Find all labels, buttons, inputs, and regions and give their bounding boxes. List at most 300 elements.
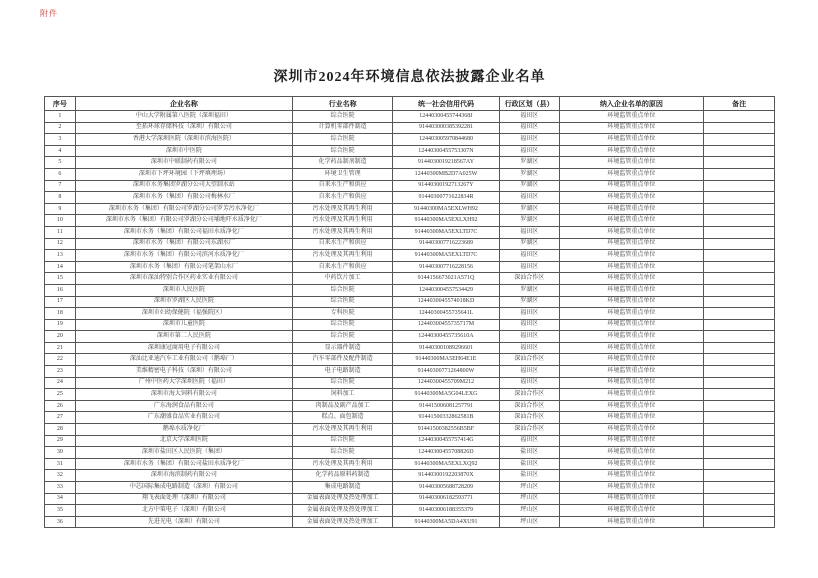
cell-district: 深汕合作区 (499, 389, 559, 401)
cell-district: 深汕合作区 (499, 412, 559, 424)
cell-industry: 综合医院 (293, 134, 393, 146)
cell-reason: 环境监管重点单位 (559, 447, 704, 459)
cell-industry: 自来水生产和供应 (293, 261, 393, 273)
cell-reason: 环境监管重点单位 (559, 435, 704, 447)
cell-company-name: 北方中策电子（深圳）有限公司 (75, 505, 293, 517)
cell-reason: 环境监管重点单位 (559, 412, 704, 424)
cell-remark (704, 284, 775, 296)
cell-code: 91440300MA5G04LEXG (393, 389, 500, 401)
table-row (45, 505, 775, 517)
cell-company-name: 深圳市水务集团罗湖分公司大望制水站 (75, 180, 293, 192)
table-row (45, 238, 775, 250)
table-row (45, 192, 775, 204)
cell-district: 福田区 (499, 192, 559, 204)
cell-remark (704, 215, 775, 227)
cell-remark (704, 400, 775, 412)
cell-code: 91440300771622834R (393, 192, 500, 204)
cell-reason: 环境监管重点单位 (559, 180, 704, 192)
column-header-col-company: 企业名称 (75, 97, 293, 111)
cell-no: 32 (45, 470, 76, 482)
cell-company-name: 深圳市第二人民医院 (75, 331, 293, 343)
cell-district: 福田区 (499, 111, 559, 123)
cell-code: 12440300455708826D (393, 447, 500, 459)
cell-district: 罗湖区 (499, 168, 559, 180)
cell-industry: 计算机零部件制造 (293, 122, 393, 134)
cell-district: 福田区 (499, 134, 559, 146)
cell-reason: 环境监管重点单位 (559, 168, 704, 180)
cell-remark (704, 493, 775, 505)
cell-district: 坪山区 (499, 482, 559, 494)
cell-company-name: 深圳市罗湖区人民医院 (75, 296, 293, 308)
cell-remark (704, 180, 775, 192)
cell-company-name: 深圳市深汕特别合作区药业实业有限公司 (75, 273, 293, 285)
cell-reason: 环境监管重点单位 (559, 505, 704, 517)
cell-code: 9144030019218567AY (393, 157, 500, 169)
cell-district: 福田区 (499, 226, 559, 238)
cell-code: 124403004557534429 (393, 284, 500, 296)
cell-industry: 电子电路制造 (293, 366, 393, 378)
cell-industry: 污水处理及其再生利用 (293, 424, 393, 436)
cell-company-name: 深圳市水务（集团）有限公司罗湖分公司罗芳污水净化厂 (75, 203, 293, 215)
cell-remark (704, 238, 775, 250)
cell-no: 29 (45, 435, 76, 447)
cell-company-name: 深圳市中医院 (75, 145, 293, 157)
cell-industry: 中药饮片加工 (293, 273, 393, 285)
cell-district: 福田区 (499, 261, 559, 273)
cell-no: 20 (45, 331, 76, 343)
table-row (45, 493, 775, 505)
cell-code: 914403000385392281 (393, 122, 500, 134)
cell-code: 1244030045574018KD (393, 296, 500, 308)
cell-industry: 专科医院 (293, 308, 393, 320)
table-row (45, 389, 775, 401)
cell-district: 盐田区 (499, 458, 559, 470)
cell-reason: 环境监管重点单位 (559, 192, 704, 204)
cell-district: 罗湖区 (499, 296, 559, 308)
cell-reason: 环境监管重点单位 (559, 250, 704, 262)
cell-reason: 环境监管重点单位 (559, 319, 704, 331)
cell-company-name: 深圳市盐田区人民医院（集团） (75, 447, 293, 459)
company-table (44, 96, 775, 528)
cell-company-name: 先进光电（深圳）有限公司 (75, 516, 293, 528)
cell-code: 914403005688728209 (393, 482, 500, 494)
cell-company-name: 中山大学附属第八医院（深圳福田） (75, 111, 293, 123)
cell-company-name: 深圳市水务（集团）有限公司福田水质净化厂 (75, 226, 293, 238)
cell-code: 12440300MB2D7A025W (393, 168, 500, 180)
cell-reason: 环境监管重点单位 (559, 238, 704, 250)
cell-industry: 污水处理及其再生利用 (293, 458, 393, 470)
cell-reason: 环境监管重点单位 (559, 400, 704, 412)
cell-remark (704, 111, 775, 123)
cell-industry: 综合医院 (293, 377, 393, 389)
cell-no: 28 (45, 424, 76, 436)
cell-no: 30 (45, 447, 76, 459)
cell-industry: 金属表面处理及热处理加工 (293, 516, 393, 528)
cell-district: 福田区 (499, 377, 559, 389)
cell-no: 10 (45, 215, 76, 227)
cell-no: 33 (45, 482, 76, 494)
table-row (45, 482, 775, 494)
cell-code: 914403006188355379 (393, 505, 500, 517)
cell-remark (704, 168, 775, 180)
cell-remark (704, 192, 775, 204)
cell-reason: 环境监管重点单位 (559, 122, 704, 134)
cell-remark (704, 145, 775, 157)
table-row (45, 180, 775, 192)
cell-remark (704, 412, 775, 424)
cell-no: 34 (45, 493, 76, 505)
column-header-col-no: 序号 (45, 97, 76, 111)
cell-code: 914403007716223689 (393, 238, 500, 250)
cell-reason: 环境监管重点单位 (559, 145, 704, 157)
cell-code: 91441500382556B5BF (393, 424, 500, 436)
cell-reason: 环境监管重点单位 (559, 366, 704, 378)
cell-company-name: 翔飞表面处理（深圳）有限公司 (75, 493, 293, 505)
cell-code: 914403006182593771 (393, 493, 500, 505)
cell-remark (704, 226, 775, 238)
cell-industry: 综合医院 (293, 447, 393, 459)
cell-code: 91440300MA5EXLTD7C (393, 226, 500, 238)
table-row (45, 354, 775, 366)
cell-remark (704, 134, 775, 146)
cell-code: 91440300MA5EH64E1E (393, 354, 500, 366)
cell-remark (704, 470, 775, 482)
cell-code: 914415006081257791 (393, 400, 500, 412)
cell-district: 福田区 (499, 250, 559, 262)
cell-remark (704, 435, 775, 447)
cell-reason: 环境监管重点单位 (559, 424, 704, 436)
cell-remark (704, 482, 775, 494)
cell-reason: 环境监管重点单位 (559, 470, 704, 482)
cell-company-name: 深圳市水务（集团）有限公司东湖水厂 (75, 238, 293, 250)
table-row (45, 458, 775, 470)
cell-no: 16 (45, 284, 76, 296)
cell-code: 12440300455735610A (393, 331, 500, 343)
cell-reason: 环境监管重点单位 (559, 273, 704, 285)
table-row (45, 157, 775, 169)
table-row (45, 134, 775, 146)
cell-no: 31 (45, 458, 76, 470)
cell-reason: 环境监管重点单位 (559, 261, 704, 273)
cell-district: 福田区 (499, 319, 559, 331)
table-row (45, 470, 775, 482)
cell-code: 91440300MA5EXLXQ92 (393, 458, 500, 470)
table-row (45, 215, 775, 227)
cell-code: 91441500332862581B (393, 412, 500, 424)
header-row (45, 97, 775, 111)
cell-code: 91440300192203870X (393, 470, 500, 482)
cell-industry: 污水处理及其再生利用 (293, 250, 393, 262)
cell-remark (704, 447, 775, 459)
cell-remark (704, 458, 775, 470)
table-row (45, 331, 775, 343)
cell-no: 19 (45, 319, 76, 331)
cell-district: 罗湖区 (499, 215, 559, 227)
cell-no: 15 (45, 273, 76, 285)
cell-company-name: 美维精密电子科技（深圳）有限公司 (75, 366, 293, 378)
table-row (45, 377, 775, 389)
cell-remark (704, 377, 775, 389)
cell-code: 12440300455753307N (393, 145, 500, 157)
cell-remark (704, 354, 775, 366)
cell-company-name: 深汕比亚迪汽车工业有限公司（鹅埠厂） (75, 354, 293, 366)
cell-industry: 污水处理及其再生利用 (293, 215, 393, 227)
cell-reason: 环境监管重点单位 (559, 296, 704, 308)
cell-no: 1 (45, 111, 76, 123)
cell-industry: 金属表面处理及热处理加工 (293, 505, 393, 517)
cell-code: 91440300MA5EXLTD7C (393, 250, 500, 262)
cell-industry: 综合医院 (293, 319, 393, 331)
cell-code: 914403007716228156 (393, 261, 500, 273)
table-row (45, 366, 775, 378)
cell-no: 6 (45, 168, 76, 180)
table-row (45, 111, 775, 123)
cell-industry: 肉制品及副产品加工 (293, 400, 393, 412)
cell-district: 深汕合作区 (499, 400, 559, 412)
cell-code: 12440300455744368J (393, 111, 500, 123)
cell-company-name: 深圳市水务（集团）有限公司盐田水质净化厂 (75, 458, 293, 470)
cell-industry: 自来水生产和供应 (293, 180, 393, 192)
cell-no: 24 (45, 377, 76, 389)
cell-company-name: 深圳市中联制药有限公司 (75, 157, 293, 169)
cell-company-name: 深圳市海大饲料有限公司 (75, 389, 293, 401)
attachment-label: 附件 (40, 9, 58, 18)
cell-remark (704, 331, 775, 343)
cell-remark (704, 296, 775, 308)
cell-no: 13 (45, 250, 76, 262)
cell-industry: 综合医院 (293, 331, 393, 343)
cell-district: 坪山区 (499, 505, 559, 517)
cell-company-name: 深圳市下坪环境园（下坪填埋场） (75, 168, 293, 180)
cell-code: 91440300192713267Y (393, 180, 500, 192)
cell-remark (704, 505, 775, 517)
column-header-col-industry: 行业名称 (293, 97, 393, 111)
cell-industry: 污水处理及其再生利用 (293, 226, 393, 238)
table-row (45, 226, 775, 238)
cell-reason: 环境监管重点单位 (559, 482, 704, 494)
cell-company-name: 深圳市水务（集团）有限公司滨河水质净化厂 (75, 250, 293, 262)
cell-reason: 环境监管重点单位 (559, 377, 704, 389)
cell-company-name: 广东潮盛食品实业有限公司 (75, 412, 293, 424)
cell-industry: 集成电路制造 (293, 482, 393, 494)
cell-code: 124403005970844680 (393, 134, 500, 146)
table-body (45, 111, 775, 528)
cell-company-name: 至拓环球存储科技（深圳）有限公司 (75, 122, 293, 134)
cell-district: 福田区 (499, 366, 559, 378)
cell-district: 罗湖区 (499, 157, 559, 169)
cell-reason: 环境监管重点单位 (559, 493, 704, 505)
cell-industry: 显示器件制造 (293, 342, 393, 354)
cell-district: 罗湖区 (499, 284, 559, 296)
cell-no: 2 (45, 122, 76, 134)
cell-reason: 环境监管重点单位 (559, 354, 704, 366)
cell-district: 盐田区 (499, 447, 559, 459)
cell-no: 35 (45, 505, 76, 517)
cell-reason: 环境监管重点单位 (559, 284, 704, 296)
table-row (45, 424, 775, 436)
cell-remark (704, 273, 775, 285)
column-header-col-credit-code: 统一社会信用代码 (393, 97, 500, 111)
cell-district: 罗湖区 (499, 203, 559, 215)
cell-remark (704, 203, 775, 215)
page-title: 深圳市2024年环境信息依法披露企业名单 (273, 70, 546, 85)
table-row (45, 168, 775, 180)
cell-reason: 环境监管重点单位 (559, 111, 704, 123)
cell-reason: 环境监管重点单位 (559, 458, 704, 470)
table-header-row (45, 97, 775, 111)
cell-company-name: 深圳市海滨制药有限公司 (75, 470, 293, 482)
cell-remark (704, 389, 775, 401)
cell-district: 罗湖区 (499, 238, 559, 250)
cell-district: 福田区 (499, 122, 559, 134)
cell-remark (704, 516, 775, 528)
cell-code: 9144156673021A571Q (393, 273, 500, 285)
cell-code: 914403001089296601 (393, 342, 500, 354)
cell-no: 18 (45, 308, 76, 320)
table-row (45, 342, 775, 354)
cell-no: 9 (45, 203, 76, 215)
cell-industry: 化学药品制剂制造 (293, 157, 393, 169)
cell-district: 坪山区 (499, 516, 559, 528)
cell-industry: 综合医院 (293, 145, 393, 157)
cell-district: 福田区 (499, 342, 559, 354)
table-row (45, 296, 775, 308)
cell-industry: 汽车零部件及配件制造 (293, 354, 393, 366)
cell-district: 坪山区 (499, 493, 559, 505)
cell-no: 25 (45, 389, 76, 401)
cell-company-name: 广州中医药大学深圳医院（福田） (75, 377, 293, 389)
table-row (45, 122, 775, 134)
cell-industry: 综合医院 (293, 435, 393, 447)
cell-no: 7 (45, 180, 76, 192)
cell-reason: 环境监管重点单位 (559, 203, 704, 215)
cell-remark (704, 122, 775, 134)
cell-no: 5 (45, 157, 76, 169)
cell-remark (704, 366, 775, 378)
cell-reason: 环境监管重点单位 (559, 331, 704, 343)
table-row (45, 412, 775, 424)
table-row (45, 284, 775, 296)
cell-no: 4 (45, 145, 76, 157)
cell-remark (704, 424, 775, 436)
cell-reason: 环境监管重点单位 (559, 215, 704, 227)
cell-company-name: 鹅埠水质净化厂 (75, 424, 293, 436)
cell-reason: 环境监管重点单位 (559, 342, 704, 354)
cell-reason: 环境监管重点单位 (559, 308, 704, 320)
table-row (45, 516, 775, 528)
cell-no: 22 (45, 354, 76, 366)
cell-industry: 污水处理及其再生利用 (293, 203, 393, 215)
cell-code: 12440300455735717M (393, 319, 500, 331)
cell-company-name: 广东海润食品有限公司 (75, 400, 293, 412)
cell-code: 91440300MA5DA4XU91 (393, 516, 500, 528)
table-row (45, 447, 775, 459)
table-row (45, 308, 775, 320)
cell-industry: 饲料加工 (293, 389, 393, 401)
cell-company-name: 深圳市水务（集团）有限公司罗湖分公司埔地吓水质净化厂 (75, 215, 293, 227)
cell-industry: 环境卫生管理 (293, 168, 393, 180)
cell-reason: 环境监管重点单位 (559, 226, 704, 238)
cell-district: 罗湖区 (499, 180, 559, 192)
table-row (45, 273, 775, 285)
table-row (45, 319, 775, 331)
cell-company-name: 北京大学深圳医院 (75, 435, 293, 447)
table-row (45, 435, 775, 447)
cell-company-name: 深圳市妇幼保健院（福强院区） (75, 308, 293, 320)
table-row (45, 250, 775, 262)
cell-district: 福田区 (499, 308, 559, 320)
cell-company-name: 深圳市水务（集团）有限公司笔架山水厂 (75, 261, 293, 273)
cell-company-name: 中芯国际集成电路制造（深圳）有限公司 (75, 482, 293, 494)
cell-district: 福田区 (499, 435, 559, 447)
cell-no: 3 (45, 134, 76, 146)
cell-code: 91440300MA5EXLXH92 (393, 215, 500, 227)
cell-no: 11 (45, 226, 76, 238)
cell-code: 12440300455709M212 (393, 377, 500, 389)
cell-remark (704, 157, 775, 169)
cell-reason: 环境监管重点单位 (559, 516, 704, 528)
cell-remark (704, 319, 775, 331)
cell-code: 91440300MA5EXLWH92 (393, 203, 500, 215)
cell-company-name: 深圳市水务（集团）有限公司梅林水厂 (75, 192, 293, 204)
cell-industry: 糕点、面包制造 (293, 412, 393, 424)
cell-remark (704, 261, 775, 273)
cell-no: 12 (45, 238, 76, 250)
cell-no: 21 (45, 342, 76, 354)
cell-company-name: 深圳市人民医院 (75, 284, 293, 296)
cell-remark (704, 250, 775, 262)
cell-industry: 自来水生产和供应 (293, 192, 393, 204)
table-row (45, 145, 775, 157)
cell-remark (704, 342, 775, 354)
column-header-col-district: 行政区划（县） (499, 97, 559, 111)
cell-industry: 化学药品原料药制造 (293, 470, 393, 482)
cell-no: 14 (45, 261, 76, 273)
cell-remark (704, 308, 775, 320)
cell-industry: 金属表面处理及热处理加工 (293, 493, 393, 505)
cell-industry: 自来水生产和供应 (293, 238, 393, 250)
cell-reason: 环境监管重点单位 (559, 134, 704, 146)
cell-no: 36 (45, 516, 76, 528)
cell-no: 17 (45, 296, 76, 308)
cell-no: 26 (45, 400, 76, 412)
cell-no: 8 (45, 192, 76, 204)
cell-district: 福田区 (499, 331, 559, 343)
cell-code: 12440300455735641L (393, 308, 500, 320)
cell-no: 27 (45, 412, 76, 424)
cell-company-name: 深圳市儿童医院 (75, 319, 293, 331)
table-row (45, 261, 775, 273)
table-row (45, 203, 775, 215)
cell-company-name: 香港大学深圳医院（深圳市滨海医院） (75, 134, 293, 146)
cell-industry: 综合医院 (293, 284, 393, 296)
cell-district: 盐田区 (499, 470, 559, 482)
column-header-col-remark: 备注 (704, 97, 775, 111)
cell-no: 23 (45, 366, 76, 378)
cell-reason: 环境监管重点单位 (559, 157, 704, 169)
cell-code: 91440300771264800W (393, 366, 500, 378)
table-row (45, 400, 775, 412)
cell-industry: 综合医院 (293, 111, 393, 123)
cell-district: 深汕合作区 (499, 273, 559, 285)
cell-industry: 综合医院 (293, 296, 393, 308)
cell-district: 深汕合作区 (499, 424, 559, 436)
cell-code: 12440300455757414G (393, 435, 500, 447)
cell-reason: 环境监管重点单位 (559, 389, 704, 401)
column-header-col-reason: 纳入企业名单的原因 (559, 97, 704, 111)
cell-district: 深汕合作区 (499, 354, 559, 366)
cell-district: 福田区 (499, 145, 559, 157)
